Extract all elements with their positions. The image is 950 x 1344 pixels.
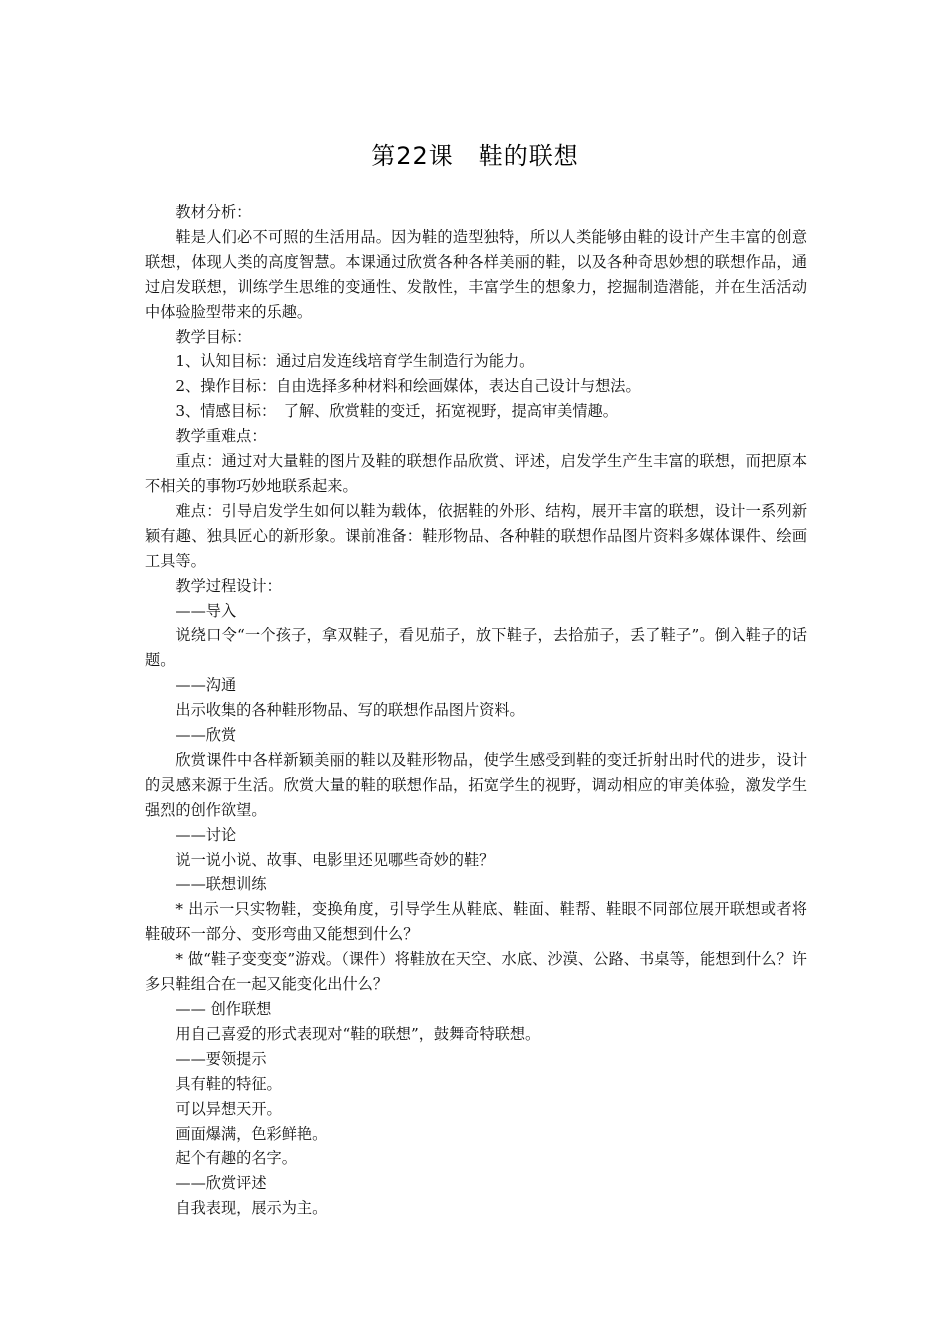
paragraph-key-point: 重点：通过对大量鞋的图片及鞋的联想作品欣赏、评述，启发学生产生丰富的联想，而把原本不相关的事物巧妙地联系起来。	[145, 452, 807, 495]
tip-item: 可以异想天开。	[175, 1099, 282, 1118]
step-training-heading: ——联想训练	[175, 875, 267, 894]
paragraph-material-analysis: 鞋是人们必不可照的生活用品。因为鞋的造型独特，所以人类能够由鞋的设计产生丰富的创意联想，体现人类的高度智慧。本课通过欣赏各种各样美丽的鞋，以及各种奇思妙想的联想作品，通过启发联想，训练学生思维的变通性、发散性，丰富学生的想象力，挖掘制造潜能，并在生活活动中体验脸型带来的乐趣。	[145, 227, 807, 321]
step-intro-heading: ——导入	[175, 601, 237, 620]
step-discuss-text: 说一说小说、故事、电影里还见哪些奇妙的鞋？	[175, 850, 495, 869]
document-body	[145, 200, 807, 1221]
step-create-text: 用自己喜爱的形式表现对“鞋的联想”，鼓舞奇特联想。	[175, 1024, 541, 1043]
step-training-text-2: * 做“鞋子变变变”游戏。（课件）将鞋放在天空、水底、沙漠、公路、书桌等，能想到什么？许多只鞋组合在一起又能变化出什么？	[145, 950, 807, 994]
tip-item: 起个有趣的名字。	[175, 1149, 297, 1168]
step-review-text: 自我表现，展示为主。	[175, 1199, 328, 1218]
step-appreciate-text: 欣赏课件中各样新颖美丽的鞋以及鞋形物品，使学生感受到鞋的变迁折射出时代的进步，设计的灵感来源于生活。欣赏大量的鞋的联想作品，拓宽学生的视野，调动相应的审美体验，激发学生强烈的创作欲望。	[145, 750, 807, 819]
step-tips-heading: ——要领提示	[175, 1049, 267, 1068]
step-communicate-text: 出示收集的各种鞋形物品、写的联想作品图片资料。	[175, 701, 525, 720]
step-review-heading: ——欣赏评述	[175, 1174, 267, 1193]
page-title: 第22课 鞋的联想	[371, 142, 579, 170]
goal-operation: 2、操作目标：自由选择多种材料和绘画媒体，表达自己设计与想法。	[175, 377, 641, 396]
step-training-text-1: * 出示一只实物鞋，变换角度，引导学生从鞋底、鞋面、鞋帮、鞋眼不同部位展开联想或者将鞋破环一部分、变形弯曲又能想到什么？	[145, 900, 807, 944]
step-intro-text: 说绕口令“一个孩子，拿双鞋子，看见茄子，放下鞋子，去拾茄子，丢了鞋子”。倒入鞋子的话题。	[145, 626, 807, 670]
step-communicate-heading: ——沟通	[175, 676, 237, 695]
paragraph-difficult-point: 难点：引导启发学生如何以鞋为载体，依据鞋的外形、结构，展开丰富的联想，设计一系列新颖有趣、独具匠心的新形象。课前准备：鞋形物品、各种鞋的联想作品图片资料多媒体课件、绘画工具等。	[145, 501, 807, 570]
step-create-heading: —— 创作联想	[175, 1000, 272, 1018]
section-heading-process: 教学过程设计：	[175, 576, 282, 595]
section-heading-key-difficult: 教学重难点：	[175, 427, 267, 446]
section-heading-teaching-goals: 教学目标：	[175, 327, 252, 346]
goal-emotion: 3、情感目标： 了解、欣赏鞋的变迁，拓宽视野，提高审美情趣。	[175, 402, 618, 421]
step-discuss-heading: ——讨论	[175, 825, 237, 844]
tip-item: 画面爆满，色彩鲜艳。	[175, 1124, 328, 1143]
tip-item: 具有鞋的特征。	[175, 1074, 282, 1093]
step-appreciate-heading: ——欣赏	[175, 726, 237, 745]
goal-cognitive: 1、认知目标：通过启发连线培育学生制造行为能力。	[175, 352, 535, 371]
section-heading-material-analysis: 教材分析：	[175, 203, 252, 221]
